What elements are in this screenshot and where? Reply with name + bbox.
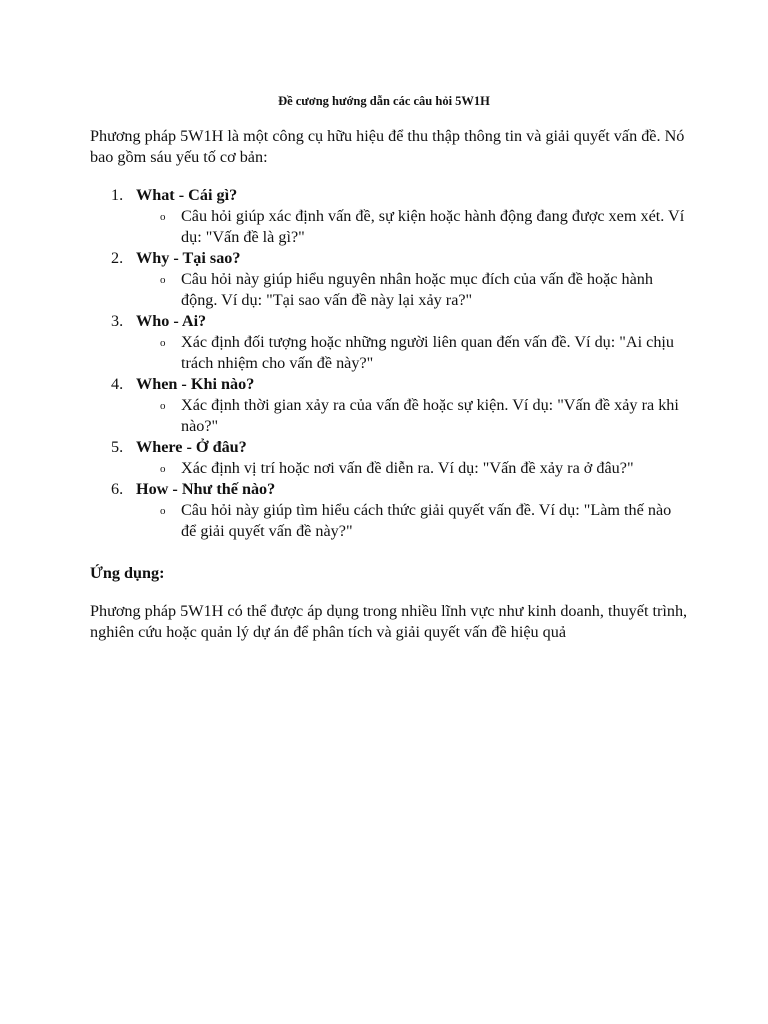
question-description: Xác định thời gian xảy ra của vấn đề hoặc sự kiện. Ví dụ: "Vấn đề xảy ra khi nào?"	[181, 396, 679, 435]
question-description-item	[136, 269, 690, 311]
question-number: 5.	[111, 438, 124, 456]
question-item-why	[90, 248, 690, 311]
bullet-icon: o	[160, 400, 166, 412]
question-description: Câu hỏi giúp xác định vấn đề, sự kiện hoặc hành động đang được xem xét. Ví dụ: "Vấn đề là gì?"	[181, 207, 685, 246]
application-paragraph: Phương pháp 5W1H có thể được áp dụng trong nhiều lĩnh vực như kinh doanh, thuyết trình, nghiên cứu hoặc quản lý dự án để phân tích và giải quyết vấn đề hiệu quả	[90, 602, 688, 641]
question-description-item	[136, 458, 690, 479]
question-number: 1.	[111, 186, 124, 204]
bullet-icon: o	[160, 211, 166, 223]
question-description: Xác định vị trí hoặc nơi vấn đề diễn ra. Ví dụ: "Vấn đề xảy ra ở đâu?"	[181, 459, 634, 477]
question-description: Câu hỏi này giúp tìm hiểu cách thức giải quyết vấn đề. Ví dụ: "Làm thế nào để giải quyết vấn đề này?"	[181, 501, 672, 540]
question-item-what	[90, 185, 690, 248]
question-list	[90, 185, 690, 542]
question-item-where	[90, 437, 690, 479]
question-description-item	[136, 332, 690, 374]
bullet-icon: o	[160, 274, 166, 286]
question-title: Who - Ai?	[136, 312, 207, 330]
question-description-item	[136, 206, 690, 248]
question-title: What - Cái gì?	[136, 186, 238, 204]
question-title: Where - Ở đâu?	[136, 438, 247, 456]
bullet-icon: o	[160, 505, 166, 517]
question-description: Xác định đối tượng hoặc những người liên quan đến vấn đề. Ví dụ: "Ai chịu trách nhiệm cho vấn đề này?"	[181, 333, 675, 372]
question-number: 6.	[111, 480, 124, 498]
question-description-item	[136, 395, 690, 437]
question-description-item	[136, 500, 690, 542]
question-item-how	[90, 479, 690, 542]
application-heading: Ứng dụng:	[90, 564, 165, 582]
question-number: 3.	[111, 312, 124, 330]
question-title: Why - Tại sao?	[136, 249, 241, 267]
bullet-icon: o	[160, 463, 166, 475]
question-item-who	[90, 311, 690, 374]
question-number: 2.	[111, 249, 124, 267]
question-number: 4.	[111, 375, 124, 393]
question-description: Câu hỏi này giúp hiểu nguyên nhân hoặc mục đích của vấn đề hoặc hành động. Ví dụ: "Tại sao vấn đề này lại xảy ra?"	[181, 270, 653, 309]
document-body	[90, 126, 690, 643]
intro-paragraph: Phương pháp 5W1H là một công cụ hữu hiệu để thu thập thông tin và giải quyết vấn đề. Nó bao gồm sáu yếu tố cơ bản:	[90, 127, 685, 166]
question-title: How - Như thế nào?	[136, 480, 276, 498]
question-item-when	[90, 374, 690, 437]
question-title: When - Khi nào?	[136, 375, 255, 393]
bullet-icon: o	[160, 337, 166, 349]
document-title: Đề cương hướng dẫn các câu hỏi 5W1H	[278, 94, 490, 108]
